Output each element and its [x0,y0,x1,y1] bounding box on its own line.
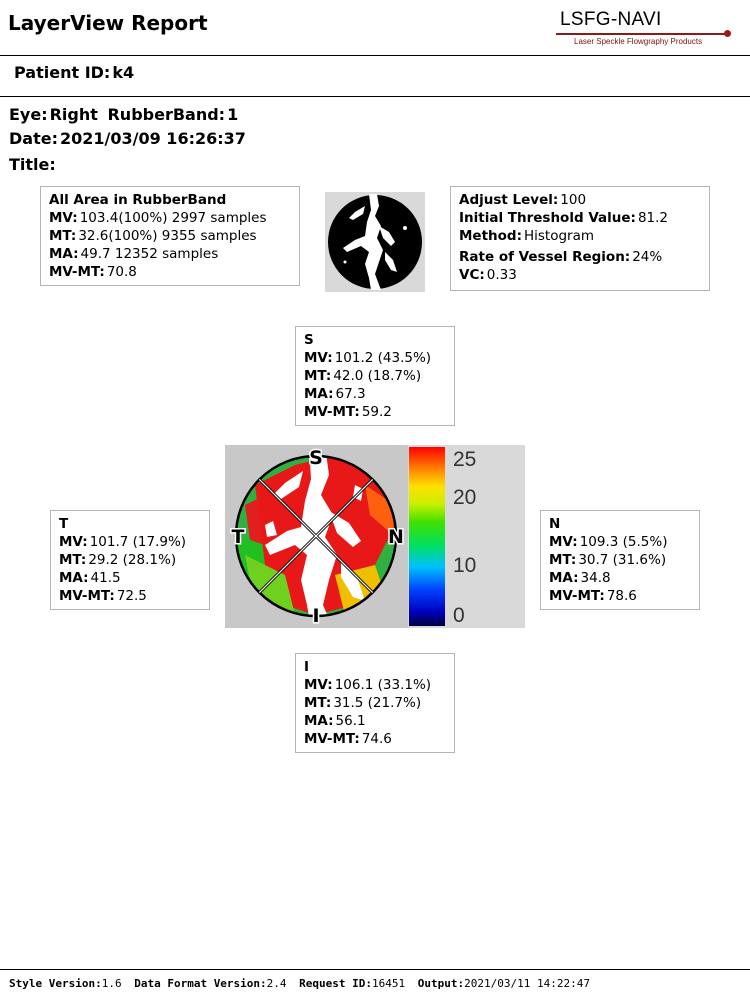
sector-n-mt-value: 30.7 (31.6%) [578,552,667,568]
sector-i-mvmt [304,730,454,748]
map-label-t: T [231,526,245,548]
patient-id [14,63,134,82]
initial-threshold [459,209,709,227]
output-key: Output: [417,977,465,990]
scale-tick-20: 20 [453,486,477,509]
report-title: LayerView Report [8,11,208,35]
sector-s-mvmt-key: MV-MT: [304,404,360,420]
vc-key: VC: [459,267,485,283]
map-label-n: N [388,526,404,548]
all-area-mv [49,209,299,227]
method-value: Histogram [524,228,595,244]
sector-t-mv-key: MV: [59,534,88,550]
sector-flow-map [225,445,525,628]
eye-value: Right [49,105,98,124]
eye-rubberband-line [9,105,238,124]
sector-n-panel [540,510,700,610]
sector-i-mv-key: MV: [304,677,333,693]
all-area-ma-value: 49.7 12352 samples [80,246,219,262]
logo-dot-icon [724,30,731,37]
map-label-i: I [312,605,320,627]
eye-label: Eye: [9,105,48,124]
patient-id-value: k4 [112,63,135,82]
sector-t-panel [50,510,210,610]
sector-s-panel [295,326,455,426]
sector-s-ma-key: MA: [304,386,334,402]
vessel-rate [459,248,709,266]
sector-t-mv-value: 101.7 (17.9%) [89,534,187,550]
logo-rule [556,33,728,35]
vc-value: 0.33 [486,267,517,283]
sector-i-mv [304,676,454,694]
sector-n-mt [549,551,699,569]
sector-t-mt-value: 29.2 (28.1%) [88,552,177,568]
date-value: 2021/03/09 16:26:37 [59,129,246,148]
sector-s-ma-value: 67.3 [335,386,366,402]
date-label: Date: [9,129,58,148]
sector-n-mv-value: 109.3 (5.5%) [579,534,668,550]
sector-n-ma [549,569,699,587]
sector-t-mt [59,551,209,569]
adjust-level-value: 100 [560,192,587,208]
all-area-ma-key: MA: [49,246,79,262]
analysis-settings-panel [450,186,710,291]
sector-s-mv-value: 101.2 (43.5%) [334,350,432,366]
all-area-mvmt [49,263,299,281]
all-area-mt-value: 32.6(100%) 9355 samples [78,228,257,244]
all-area-panel [40,186,300,286]
sector-i-ma [304,712,454,730]
sector-i-mvmt-key: MV-MT: [304,731,360,747]
request-id-key: Request ID: [299,977,373,990]
patient-divider [0,96,750,97]
all-area-mv-value: 103.4(100%) 2997 samples [79,210,267,226]
sector-t-mvmt-key: MV-MT: [59,588,115,604]
method-key: Method: [459,228,522,244]
sector-s-mt-value: 42.0 (18.7%) [333,368,422,384]
all-area-mt [49,227,299,245]
title-line [9,155,56,174]
sector-n-mt-key: MT: [549,552,577,568]
footer-divider [0,969,750,970]
sector-n-heading: N [549,516,561,532]
sector-n-mv [549,533,699,551]
sector-s-mt [304,367,454,385]
sector-s-mvmt-value: 59.2 [361,404,392,420]
sector-t-heading: T [59,516,69,532]
sector-i-mt-value: 31.5 (21.7%) [333,695,422,711]
all-area-mvmt-value: 70.8 [106,264,137,280]
sector-i-mt-key: MT: [304,695,332,711]
style-version-key: Style Version: [9,977,102,990]
lsfg-navi-logo [556,9,736,49]
vessel-binary-image [325,192,425,292]
sector-t-mvmt [59,587,209,605]
vessel-binary-thumbnail [325,192,425,292]
sector-s-ma [304,385,454,403]
vc [459,266,709,284]
header-divider [0,55,750,56]
scale-tick-10: 10 [453,554,477,577]
sector-n-mvmt-key: MV-MT: [549,588,605,604]
sector-t-mv [59,533,209,551]
sector-s-heading: S [304,332,314,348]
rubberband-label: RubberBand: [107,105,226,124]
all-area-ma [49,245,299,263]
sector-i-mv-value: 106.1 (33.1%) [334,677,432,693]
sector-t-ma-value: 41.5 [90,570,121,586]
initial-threshold-value: 81.2 [637,210,668,226]
initial-threshold-key: Initial Threshold Value: [459,210,636,226]
sector-i-panel [295,653,455,753]
sector-t-ma [59,569,209,587]
method [459,227,709,245]
footer-info [9,977,596,990]
logo-brand: LSFG-NAVI [560,9,662,30]
sector-s-mt-key: MT: [304,368,332,384]
scale-tick-25: 25 [453,448,477,471]
flow-map-graphic [225,445,525,628]
adjust-level-key: Adjust Level: [459,192,559,208]
sector-i-ma-key: MA: [304,713,334,729]
sector-t-mt-key: MT: [59,552,87,568]
sector-i-heading: I [304,659,310,675]
sector-i-ma-value: 56.1 [335,713,366,729]
all-area-mt-key: MT: [49,228,77,244]
scale-tick-0: 0 [453,604,465,627]
all-area-mv-key: MV: [49,210,78,226]
all-area-mvmt-key: MV-MT: [49,264,105,280]
sector-s-mv-key: MV: [304,350,333,366]
vessel-rate-key: Rate of Vessel Region: [459,249,631,265]
sector-t-mvmt-value: 72.5 [116,588,147,604]
sector-n-mv-key: MV: [549,534,578,550]
map-label-s: S [309,447,323,469]
style-version-value: 1.6 [101,977,122,990]
date-line [9,129,246,148]
logo-tagline: Laser Speckle Flowgraphy Products [574,37,703,46]
sector-i-mt [304,694,454,712]
patient-id-label: Patient ID: [14,63,111,82]
sector-n-mvmt-value: 78.6 [606,588,637,604]
all-area-heading: All Area in RubberBand [49,192,227,208]
sector-n-ma-key: MA: [549,570,579,586]
sector-s-mvmt [304,403,454,421]
sector-i-mvmt-value: 74.6 [361,731,392,747]
sector-s-mv [304,349,454,367]
sector-t-ma-key: MA: [59,570,89,586]
sector-n-mvmt [549,587,699,605]
color-scale-bar [409,447,445,626]
output-value: 2021/03/11 14:22:47 [464,977,590,990]
data-format-version-key: Data Format Version: [134,977,267,990]
request-id-value: 16451 [372,977,406,990]
title-label: Title: [9,155,56,174]
vessel-rate-value: 24% [632,249,663,265]
rubberband-value: 1 [227,105,239,124]
sector-n-ma-value: 34.8 [580,570,611,586]
data-format-version-value: 2.4 [266,977,287,990]
adjust-level [459,191,709,209]
